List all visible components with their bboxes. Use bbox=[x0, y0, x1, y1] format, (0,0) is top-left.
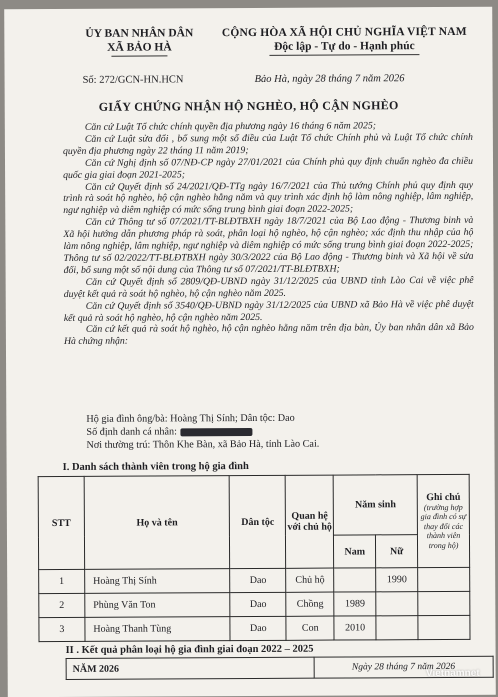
certificate-page bbox=[4, 7, 496, 697]
legal-basis-6: Căn cứ Quyết định số 2809/QĐ-UBND ngày 31/12/2025 của UBND tỉnh Lào Cai về việc phê duyệt kết quả rà soát hộ nghèo, hộ cận nghèo năm 2025. bbox=[63, 274, 474, 300]
redacted-id-block bbox=[180, 428, 252, 436]
row-female-year bbox=[376, 616, 418, 640]
row-name: Hoàng Thị Sính bbox=[85, 569, 231, 594]
note-subtitle: (trường hợp gia đình có sự thay đổi các thành viên trong hộ) bbox=[420, 502, 467, 550]
col-header-ethnicity: Dân tộc bbox=[230, 475, 286, 568]
row-name: Phùng Văn Ton bbox=[85, 593, 231, 618]
agency-underline bbox=[111, 55, 167, 56]
note-title: Ghi chú bbox=[426, 491, 461, 503]
col-header-note bbox=[417, 474, 469, 567]
row-relation: Chồng bbox=[286, 592, 334, 616]
col-header-stt: STT bbox=[38, 476, 84, 569]
col-header-female: Nữ bbox=[376, 535, 418, 568]
legal-basis-2: Căn cứ Luật sửa đổi , bổ sung một số điều của Luật Tổ chức Chính phủ và Luật Tổ chức chính quyền địa phương ngày 22 tháng 11 năm 2019; bbox=[62, 131, 473, 157]
country-name: CỘNG HÒA XÃ HỘI CHỦ NGHĨA VIỆT NAM bbox=[221, 25, 467, 40]
document-date: Bảo Hà, ngày 28 tháng 7 năm 2026 bbox=[254, 73, 405, 85]
result-date: Ngày 28 tháng 7 năm 2026 bbox=[314, 656, 493, 678]
document-number: Số: 272/GCN-HN.HCN bbox=[82, 74, 184, 86]
national-header bbox=[209, 25, 479, 56]
legal-basis-7: Căn cứ Quyết định số 3540/QĐ-UBND ngày 31/12/2025 của UBND xã Bảo Hà về việc phê duyệt kết quả rà soát hộ nghèo, hộ cận nghèo năm 2025. bbox=[63, 298, 474, 324]
row-note bbox=[418, 591, 470, 615]
personal-id-label: Số định danh cá nhân: bbox=[86, 426, 177, 438]
row-note bbox=[418, 615, 470, 639]
row-ethnicity: Dao bbox=[230, 568, 286, 592]
row-relation: Chủ hộ bbox=[286, 568, 334, 592]
legal-basis-1: Căn cứ Luật Tổ chức chính quyền địa phương ngày 16 tháng 6 năm 2025; bbox=[84, 120, 377, 133]
motto-underline bbox=[269, 54, 419, 56]
members-table bbox=[38, 474, 471, 642]
table-row bbox=[39, 615, 470, 641]
row-name: Hoàng Thanh Tùng bbox=[85, 617, 231, 642]
table-row bbox=[39, 591, 470, 617]
row-male-year bbox=[334, 568, 376, 592]
result-year: NĂM 2026 bbox=[66, 657, 314, 679]
row-stt: 2 bbox=[39, 593, 85, 617]
document-title: GIẤY CHỨNG NHẬN HỘ NGHÈO, HỘ CẬN NGHÈO bbox=[98, 98, 399, 114]
agency-line2: XÃ BẢO HÀ bbox=[107, 41, 172, 54]
watermark-logo: Vietnamnet bbox=[425, 667, 480, 680]
legal-basis-3: Căn cứ Nghị định số 07/NĐ-CP ngày 27/01/2021 của Chính phủ quy định chuẩn nghèo đa chiều quốc gia giai đoạn 2021-2025; bbox=[63, 155, 474, 181]
row-ethnicity: Dao bbox=[230, 592, 286, 616]
row-female-year bbox=[376, 592, 418, 616]
national-motto: Độc lập - Tự do - Hạnh phúc bbox=[274, 40, 415, 53]
agency-line1: ỦY BAN NHÂN DÂN bbox=[85, 27, 194, 40]
row-note bbox=[418, 567, 470, 591]
legal-basis-5: Căn cứ Thông tư số 07/2021/TT-BLĐTBXH ngày 18/7/2021 của Bộ Lao động - Thương binh và Xã hội hướng dẫn phương pháp rà soát, phân loại hộ nghèo, hộ cận nghèo; xác định thu nhập của hộ làm nông nghiệp, lâm nghiệp, ngư nghiệp và diêm nghiệp có mức sống trung bình giai đoạn 2022-2025; Thông tư số 02/2022/TT-BLĐTBXH ngày 30/3/2022 của Bộ Lao động - Thương binh và Xã hội về sửa đổi, bổ sung một số nội dung của Thông tư số 07/2021/TT-BLĐTBXH; bbox=[63, 215, 474, 276]
col-header-name: Họ và tên bbox=[84, 476, 230, 570]
col-header-relation: Quan hệ với chủ hộ bbox=[285, 475, 333, 568]
row-ethnicity: Dao bbox=[230, 616, 286, 640]
row-male-year: 2010 bbox=[334, 616, 376, 640]
issuing-agency bbox=[64, 26, 214, 57]
row-male-year: 1989 bbox=[334, 592, 376, 616]
legal-basis-4: Căn cứ Quyết định số 24/2021/QĐ-TTg ngày 16/7/2021 của Thủ tướng Chính phủ quy định quy trình rà soát hộ nghèo, hộ cận nghèo hằng năm và quy trình xác định hộ làm nông nghiệp, lâm nghiệp, ngư nghiệp và diêm nghiệp có mức sống trung bình giai đoạn 2022-2025; bbox=[63, 179, 474, 217]
legal-basis-8: Căn cứ kết quả rà soát hộ nghèo, hộ cận nghèo hằng năm trên địa bàn, Ủy ban nhân dân xã Bảo Hà chứng nhận: bbox=[63, 322, 474, 348]
section2-title: II . Kết quả phân loại hộ gia đình giai đoạn 2022 – 2025 bbox=[65, 643, 314, 656]
section1-title: I. Danh sách thành viên trong hộ gia đình bbox=[62, 461, 249, 473]
household-head: Hộ gia đình ông/bà: Hoàng Thị Sính; Dân tộc: Dao bbox=[86, 412, 295, 425]
table-row bbox=[39, 567, 470, 593]
row-stt: 3 bbox=[39, 617, 85, 641]
legal-bases bbox=[63, 120, 474, 348]
row-relation: Con bbox=[286, 616, 334, 640]
household-info bbox=[64, 411, 474, 452]
col-header-birth-year: Năm sinh bbox=[333, 475, 417, 535]
col-header-male: Nam bbox=[334, 535, 376, 568]
row-stt: 1 bbox=[39, 569, 85, 593]
row-female-year: 1990 bbox=[376, 568, 418, 592]
residence-address: Nơi thường trú: Thôn Khe Bàn, xã Bảo Hà, tỉnh Lào Cai. bbox=[86, 438, 320, 451]
